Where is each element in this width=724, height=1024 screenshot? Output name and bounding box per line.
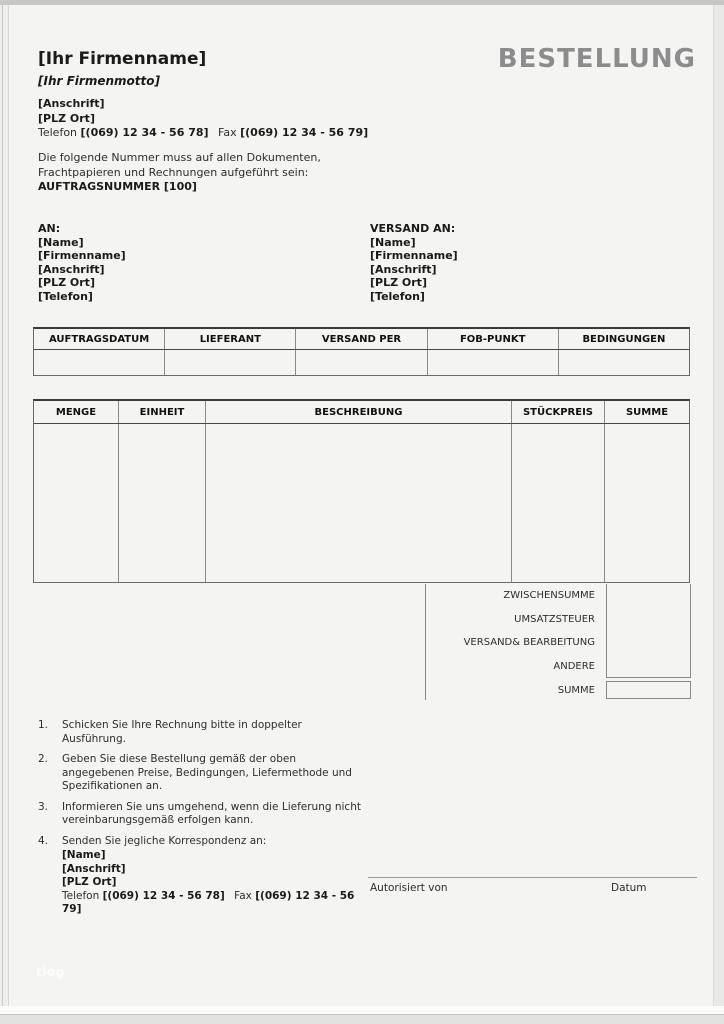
note-line1: Die folgende Nummer muss auf allen Dokumenten, bbox=[38, 151, 321, 164]
recipient-company: [Firmenname] bbox=[38, 249, 126, 263]
label-summe: SUMME bbox=[557, 684, 595, 696]
header-auftragsdatum: AUFTRAGSDATUM bbox=[34, 329, 165, 349]
totals-values-box bbox=[606, 584, 691, 678]
header-einheit: EINHEIT bbox=[119, 401, 206, 423]
shipping-address: [Anschrift] bbox=[370, 262, 437, 276]
order-info-table bbox=[33, 327, 690, 376]
phone-label: Telefon bbox=[38, 126, 78, 139]
order-number: AUFTRAGSNUMMER [100] bbox=[38, 180, 197, 193]
page-edge-left-line bbox=[2, 5, 3, 1015]
order-number-note bbox=[38, 151, 321, 195]
page-edge-bottom-light bbox=[0, 1006, 724, 1014]
company-motto-placeholder: [Ihr Firmenmotto] bbox=[38, 74, 160, 88]
header-menge: MENGE bbox=[34, 401, 119, 423]
company-address-line1: [Anschrift] bbox=[38, 97, 105, 110]
header-fob-punkt: FOB-PUNKT bbox=[428, 329, 559, 349]
shipping-phone: [Telefon] bbox=[370, 289, 425, 303]
instruction-text: Informieren Sie uns umgehend, wenn die Lieferung nicht vereinbarungsgemäß erfolgen kann. bbox=[62, 800, 361, 826]
page-edge-right bbox=[713, 5, 724, 1024]
instruction-number: 2. bbox=[38, 753, 49, 765]
phone-label: Telefon bbox=[62, 889, 100, 902]
instruction-number: 4. bbox=[38, 834, 49, 847]
cell-auftragsdatum bbox=[34, 350, 165, 375]
recipient-title: AN: bbox=[38, 222, 61, 235]
instructions-list bbox=[38, 719, 368, 917]
header-summe: SUMME bbox=[625, 407, 669, 418]
date-label: Datum bbox=[611, 882, 647, 894]
header-bedingungen: BEDINGUNGEN bbox=[582, 334, 666, 345]
label-andere: ANDERE bbox=[553, 661, 595, 673]
instruction-text: Geben Sie diese Bestellung gemäß der oben angegebenen Preise, Bedingungen, Liefermethode und Spezifikationen an. bbox=[62, 753, 352, 792]
shipping-city: [PLZ Ort] bbox=[370, 276, 427, 290]
correspondence-name: [Name] bbox=[62, 849, 106, 861]
header-stueckpreis: STÜCKPREIS bbox=[512, 401, 605, 423]
cell-beschreibung bbox=[206, 424, 512, 582]
header-beschreibung: BESCHREIBUNG bbox=[206, 401, 512, 423]
label-zwischensumme: ZWISCHENSUMME bbox=[503, 590, 595, 602]
company-address-line2: [PLZ Ort] bbox=[38, 111, 95, 125]
instruction-text: Schicken Sie Ihre Rechnung bitte in doppelter Ausführung. bbox=[62, 719, 302, 745]
instruction-number: 1. bbox=[38, 719, 49, 731]
recipient-block bbox=[38, 222, 126, 304]
cell-stueckpreis bbox=[512, 424, 605, 582]
fax-value: [(069) 12 34 - 56 79] bbox=[62, 889, 355, 915]
cell-menge bbox=[34, 424, 119, 582]
fax-value: [(069) 12 34 - 56 79] bbox=[240, 126, 369, 139]
shipping-name: [Name] bbox=[370, 235, 416, 249]
label-umsatzsteuer: UMSATZSTEUER bbox=[514, 613, 595, 625]
instruction-number: 3. bbox=[38, 800, 49, 813]
totals-summe-box bbox=[606, 681, 691, 699]
company-address-block bbox=[38, 97, 368, 141]
correspondence-city: [PLZ Ort] bbox=[62, 876, 117, 888]
document-title: BESTELLUNG bbox=[497, 44, 696, 74]
order-info-empty-row bbox=[34, 350, 689, 375]
recipient-address: [Anschrift] bbox=[38, 262, 105, 276]
recipient-name: [Name] bbox=[38, 235, 84, 249]
note-line2: Frachtpapieren und Rechnungen aufgeführt sein: bbox=[38, 165, 309, 179]
fax-label: Fax bbox=[218, 126, 237, 139]
order-info-header-row bbox=[34, 329, 689, 350]
instruction-item-2 bbox=[38, 753, 368, 794]
authorized-by-label: Autorisiert von bbox=[370, 882, 448, 894]
label-versand-bearbeitung: VERSAND& BEARBEITUNG bbox=[463, 637, 595, 649]
totals-labels bbox=[426, 584, 595, 702]
cell-lieferant bbox=[165, 350, 296, 375]
cell-fob-punkt bbox=[428, 350, 559, 375]
phone-value: [(069) 12 34 - 56 78] bbox=[80, 126, 209, 139]
instruction-item-1 bbox=[38, 719, 368, 746]
cell-versand-per bbox=[296, 350, 427, 375]
cell-bedingungen bbox=[559, 350, 689, 375]
company-phone-line bbox=[38, 126, 368, 141]
items-table bbox=[33, 399, 690, 583]
fax-label: Fax bbox=[234, 889, 252, 902]
instruction-text: Senden Sie jegliche Korrespondenz an: bbox=[62, 834, 267, 847]
header-lieferant: LIEFERANT bbox=[165, 329, 296, 349]
shipping-company: [Firmenname] bbox=[370, 249, 458, 263]
correspondence-phone-line bbox=[62, 890, 368, 917]
page-edge-top bbox=[0, 0, 724, 5]
watermark-text: tlog bbox=[36, 965, 65, 979]
shipping-block bbox=[370, 222, 458, 304]
cell-einheit bbox=[119, 424, 206, 582]
instruction-item-4 bbox=[38, 835, 368, 849]
signature-area bbox=[368, 877, 697, 894]
shipping-title: VERSAND AN: bbox=[370, 222, 456, 235]
recipient-city: [PLZ Ort] bbox=[38, 276, 95, 290]
page-edge-bottom bbox=[0, 1014, 724, 1024]
correspondence-block bbox=[62, 849, 368, 917]
items-empty-row bbox=[34, 424, 689, 582]
items-header-row bbox=[34, 401, 689, 424]
company-name-placeholder: [Ihr Firmenname] bbox=[38, 49, 207, 69]
header-versand-per: VERSAND PER bbox=[296, 329, 427, 349]
recipient-phone: [Telefon] bbox=[38, 289, 93, 303]
cell-summe bbox=[605, 424, 689, 582]
correspondence-address: [Anschrift] bbox=[62, 862, 126, 875]
instruction-item-3 bbox=[38, 801, 368, 828]
phone-value: [(069) 12 34 - 56 78] bbox=[102, 889, 225, 902]
